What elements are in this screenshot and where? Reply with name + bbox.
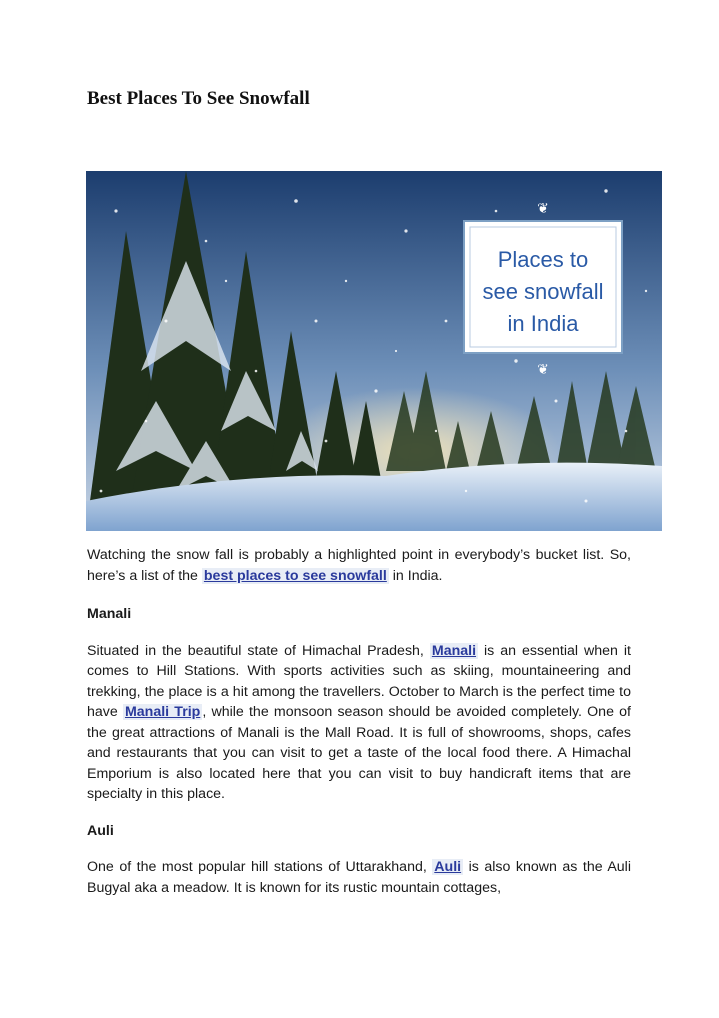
intro-text-end: in India. [388, 567, 443, 584]
page-title: Best Places To See Snowfall [87, 88, 310, 109]
intro-text-start: Watching the snow fall is probably a highlighted point in everybody’s bucket list. So, here’s a list of the [87, 547, 631, 584]
hero-image [86, 171, 662, 531]
section-heading-auli: Auli [87, 822, 114, 839]
auli-text-end: is also known as the Auli Bugyal aka a meadow. It is known for its rustic mountain cottages, [87, 859, 631, 896]
auli-text-start: One of the most popular hill stations of Uttarakhand, [87, 859, 433, 875]
intro-paragraph [87, 545, 631, 586]
svg-text:❦: ❦ [537, 201, 549, 217]
overlay-line-3: in India [507, 311, 579, 336]
section-heading-manali: Manali [87, 606, 132, 622]
manali-text-end: , while the monsoon season should be avoided completely. One of the great attractions of Manali is the Mall Road. It is full of showrooms, shops, cafes and restaurants that you can visit to get a taste of the local food there. A Himachal Emporium is also located here that you can visit to buy handicraft items that are specialty in this place. [87, 704, 631, 802]
manali-link[interactable]: Manali [431, 642, 477, 659]
auli-paragraph [87, 857, 631, 898]
manali-paragraph [87, 641, 631, 805]
svg-text:❦: ❦ [537, 362, 549, 378]
manali-text-start: Situated in the beautiful state of Himachal Pradesh, [87, 642, 430, 659]
overlay-line-2: see snowfall [482, 279, 604, 304]
article-body [87, 545, 631, 914]
manali-text-mid: is an essential when it comes to Hill Stations. With sports activities such as skiing, mountaineering and trekking, the place is a hit among the travellers. October to March is the perfect time to have [87, 642, 631, 720]
best-places-link[interactable]: best places to see snowfall [203, 567, 387, 584]
auli-link[interactable]: Auli [434, 859, 462, 875]
overlay-line-1: Places to [497, 247, 589, 272]
manali-trip-link[interactable]: Manali Trip [124, 704, 201, 720]
